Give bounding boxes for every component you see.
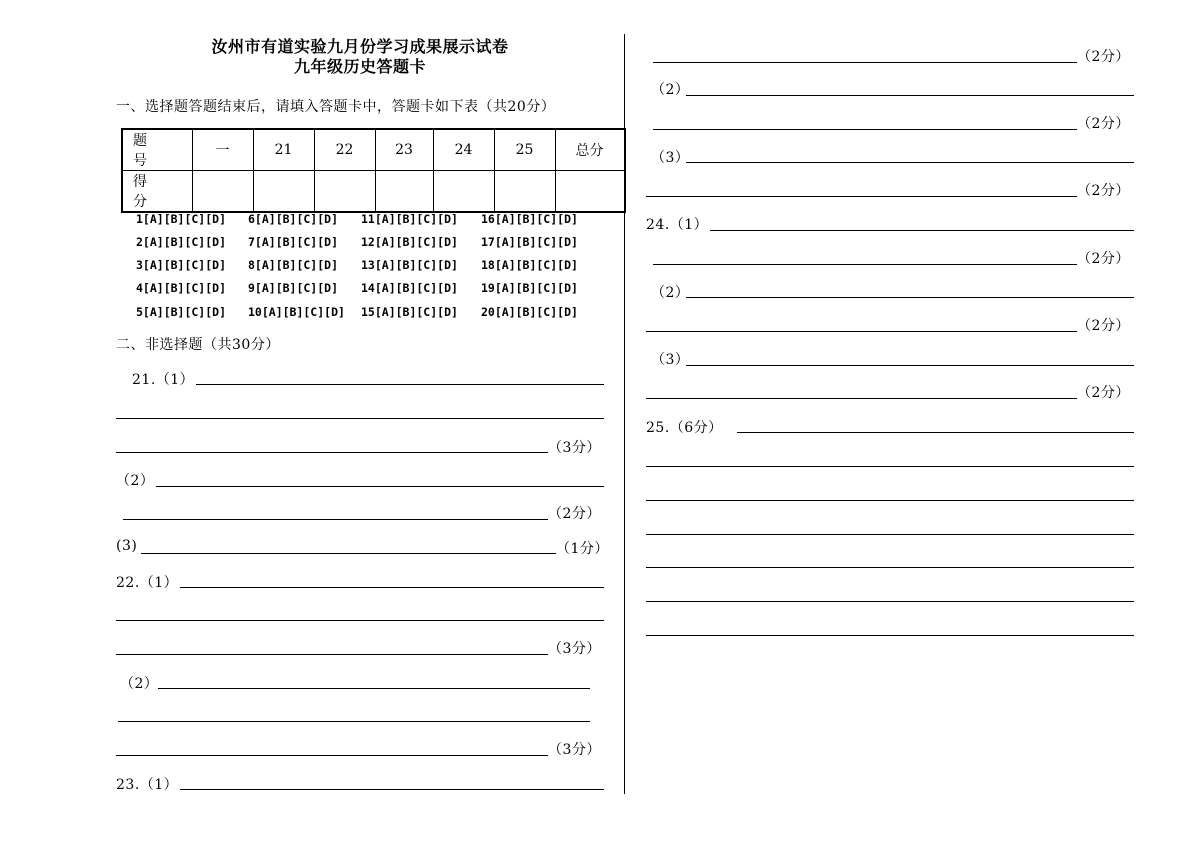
answer-line[interactable] [141,553,556,554]
answer-line[interactable] [646,534,1134,535]
answer-line[interactable] [653,129,1077,130]
answer-line[interactable] [158,688,590,689]
answer-line[interactable] [686,297,1134,298]
answer-line[interactable] [653,62,1077,63]
answer-line[interactable] [646,196,1077,197]
mc-option-14[interactable]: 14[A][B][C][D] [361,281,458,295]
q23-part2-score: （2分） [1077,116,1130,132]
section2-heading: 二、非选择题（共30分） [116,337,280,353]
answer-line[interactable] [646,398,1077,399]
score-cell[interactable] [375,171,433,213]
q24-part1-label: 24.（1） [646,217,709,233]
mc-option-16[interactable]: 16[A][B][C][D] [481,212,578,226]
score-cell[interactable] [555,171,625,213]
mc-option-15[interactable]: 15[A][B][C][D] [361,305,458,319]
answer-line[interactable] [646,635,1134,636]
answer-line[interactable] [710,230,1134,231]
answer-line[interactable] [118,721,590,722]
answer-line[interactable] [686,95,1134,96]
q22-part1-score: （3分） [548,641,601,657]
q22-part2-score: （3分） [548,742,601,758]
q23-part1-label: 23.（1） [116,777,179,793]
mc-option-17[interactable]: 17[A][B][C][D] [481,235,578,249]
q21-part3-score: （1分） [556,541,609,557]
column-divider [624,34,625,794]
column-header: 23 [375,129,433,171]
q24-part3-label: （3） [651,352,690,368]
score-cell[interactable] [253,171,314,213]
q23-part3-score: （2分） [1077,183,1130,199]
column-header: 总分 [555,129,625,171]
q24-part2-score: （2分） [1077,318,1130,334]
q23-part2-label: （2） [651,82,690,98]
column-header: 22 [314,129,375,171]
mc-option-8[interactable]: 8[A][B][C][D] [248,258,339,272]
answer-line[interactable] [116,755,548,756]
mc-option-5[interactable]: 5[A][B][C][D] [136,305,227,319]
mc-option-6[interactable]: 6[A][B][C][D] [248,212,339,226]
answer-line[interactable] [646,331,1077,332]
mc-option-3[interactable]: 3[A][B][C][D] [136,258,227,272]
mc-option-13[interactable]: 13[A][B][C][D] [361,258,458,272]
answer-line[interactable] [653,264,1077,265]
mc-option-10[interactable]: 10[A][B][C][D] [248,305,345,319]
answer-line[interactable] [686,365,1134,366]
mc-option-7[interactable]: 7[A][B][C][D] [248,235,339,249]
answer-line[interactable] [123,519,548,520]
q25-label: 25.（6分） [646,420,723,436]
score-cell[interactable] [494,171,555,213]
mc-option-19[interactable]: 19[A][B][C][D] [481,281,578,295]
answer-line[interactable] [116,418,604,419]
answer-line[interactable] [156,486,604,487]
q24-part1-score: （2分） [1077,251,1130,267]
answer-line[interactable] [646,500,1134,501]
column-header: 25 [494,129,555,171]
q21-part2-score: （2分） [548,506,601,522]
table-row [122,171,625,213]
q23-part3-label: （3） [651,150,690,166]
answer-line[interactable] [180,789,604,790]
answer-line[interactable] [646,601,1134,602]
q22-part2-label: （2） [120,676,159,692]
q24-part2-label: （2） [651,285,690,301]
mc-option-1[interactable]: 1[A][B][C][D] [136,212,227,226]
answer-line[interactable] [646,466,1134,467]
mc-option-9[interactable]: 9[A][B][C][D] [248,281,339,295]
q21-part1-score: （3分） [548,440,601,456]
mc-option-11[interactable]: 11[A][B][C][D] [361,212,458,226]
answer-line[interactable] [180,587,604,588]
q24-part3-score: （2分） [1077,385,1130,401]
score-table [121,128,626,213]
page-title: 汝州市有道实验九月份学习成果展示试卷 [211,37,509,56]
page-subtitle: 九年级历史答题卡 [293,57,426,76]
mc-option-12[interactable]: 12[A][B][C][D] [361,235,458,249]
row-label: 得 分 [122,171,192,213]
answer-line[interactable] [116,452,548,453]
column-header: 21 [253,129,314,171]
mc-option-20[interactable]: 20[A][B][C][D] [481,305,578,319]
mc-option-18[interactable]: 18[A][B][C][D] [481,258,578,272]
answer-line[interactable] [686,162,1134,163]
mc-option-4[interactable]: 4[A][B][C][D] [136,281,227,295]
answer-line[interactable] [116,654,548,655]
answer-line[interactable] [116,620,604,621]
q21-part1-label: 21.（1） [132,372,195,388]
column-header: 一 [192,129,253,171]
row-label: 题 号 [122,129,192,171]
section1-heading: 一、选择题答题结束后，请填入答题卡中，答题卡如下表（共20分） [116,99,556,115]
column-header: 24 [433,129,494,171]
answer-line[interactable] [737,432,1134,433]
score-cell[interactable] [314,171,375,213]
q23-part1-score: （2分） [1077,49,1130,65]
mc-option-2[interactable]: 2[A][B][C][D] [136,235,227,249]
table-row [122,129,625,171]
q21-part2-label: （2） [116,473,155,489]
answer-line[interactable] [646,567,1134,568]
q21-part3-label: (3) [116,538,138,554]
q22-part1-label: 22.（1） [116,575,179,591]
score-cell[interactable] [433,171,494,213]
answer-line[interactable] [196,384,604,385]
score-cell[interactable] [192,171,253,213]
